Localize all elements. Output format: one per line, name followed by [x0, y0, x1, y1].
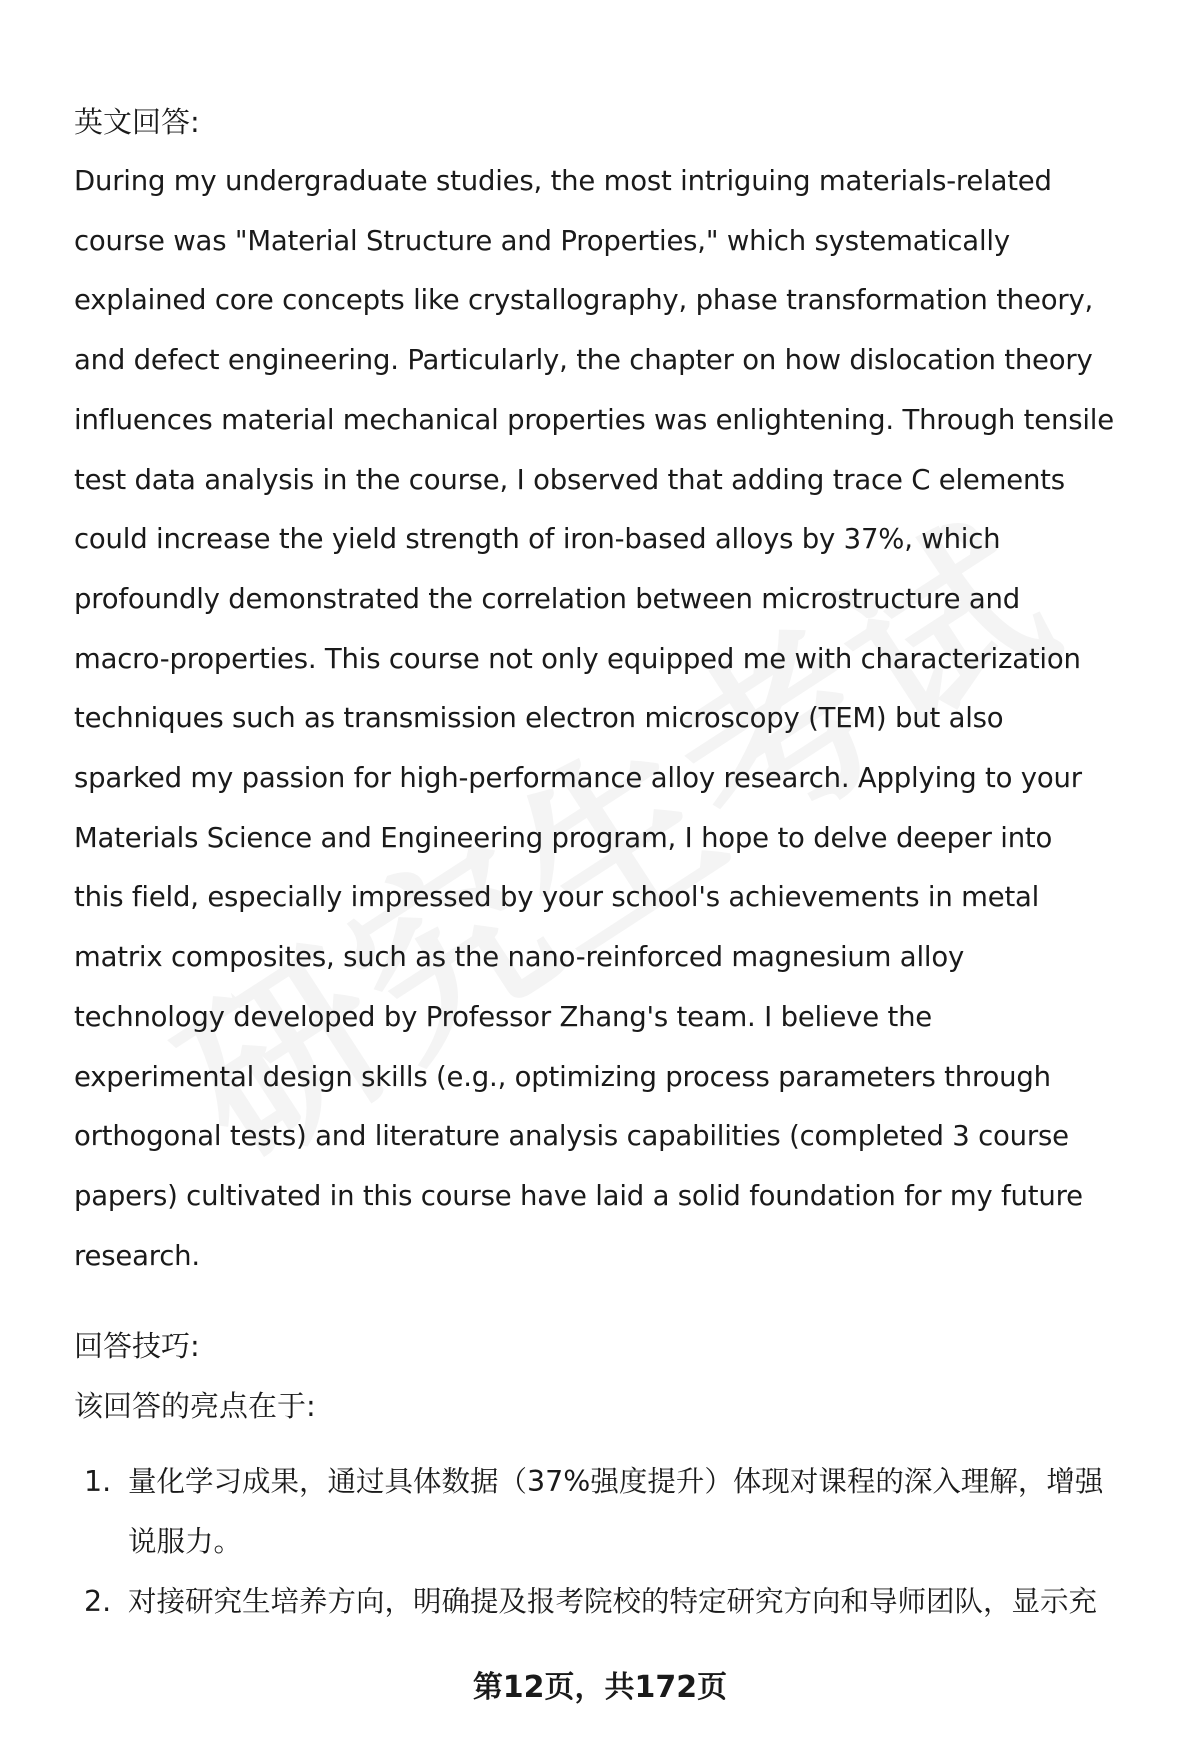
highlights-label: 该回答的亮点在于: [74, 1389, 316, 1424]
list-item-line: 对接研究生培养方向，明确提及报考院校的特定研究方向和导师团队，显示充 [128, 1585, 1098, 1619]
list-item [74, 1452, 1164, 1572]
answer-line: research. [74, 1239, 200, 1272]
answer-line: influences material mechanical properties was enlightening. Through tensile [74, 403, 1114, 436]
answer-line: matrix composites, such as the nano-reinforced magnesium alloy [74, 941, 965, 974]
page-content [74, 92, 1164, 1632]
answer-line: papers) cultivated in this course have laid a solid foundation for my future [74, 1179, 1083, 1212]
answer-line: experimental design skills (e.g., optimizing process parameters through [74, 1060, 1051, 1093]
answer-line: this field, especially impressed by your school's achievements in metal [74, 881, 1040, 914]
answer-line: explained core concepts like crystallography, phase transformation theory, [74, 284, 1094, 317]
answer-line: During my undergraduate studies, the most intriguing materials-related [74, 165, 1052, 197]
answer-line: macro-properties. This course not only equipped me with characterization [74, 642, 1081, 675]
tips-list [74, 1452, 1164, 1632]
list-item-line: 说服力。 [128, 1525, 243, 1559]
list-item [74, 1572, 1164, 1632]
answer-line: technology developed by Professor Zhang's team. I believe the [74, 1000, 933, 1033]
answer-line: techniques such as transmission electron microscopy (TEM) but also [74, 702, 1004, 735]
answer-line: test data analysis in the course, I observed that adding trace C elements [74, 463, 1065, 496]
answer-line: could increase the yield strength of iron-based alloys by 37%, which [74, 523, 1001, 556]
answer-line: Materials Science and Engineering program, I hope to delve deeper into [74, 821, 1053, 854]
answer-line: sparked my passion for high-performance alloy research. Applying to your [74, 762, 1082, 795]
answer-paragraph [74, 152, 1164, 1286]
answer-line: orthogonal tests) and literature analysis capabilities (completed 3 course [74, 1120, 1069, 1153]
answer-line: profoundly demonstrated the correlation between microstructure and [74, 582, 1021, 615]
list-item-number: 2. [84, 1585, 112, 1619]
page-number-footer: 第12页，共172页 [472, 1670, 728, 1705]
tips-label: 回答技巧: [74, 1329, 200, 1364]
answer-label: 英文回答: [74, 105, 200, 139]
answer-line: course was "Material Structure and Properties," which systematically [74, 224, 1010, 257]
list-item-line: 量化学习成果，通过具体数据（37%强度提升）体现对课程的深入理解，增强 [128, 1465, 1104, 1499]
list-item-number: 1. [84, 1465, 112, 1499]
answer-line: and defect engineering. Particularly, the chapter on how dislocation theory [74, 344, 1093, 377]
